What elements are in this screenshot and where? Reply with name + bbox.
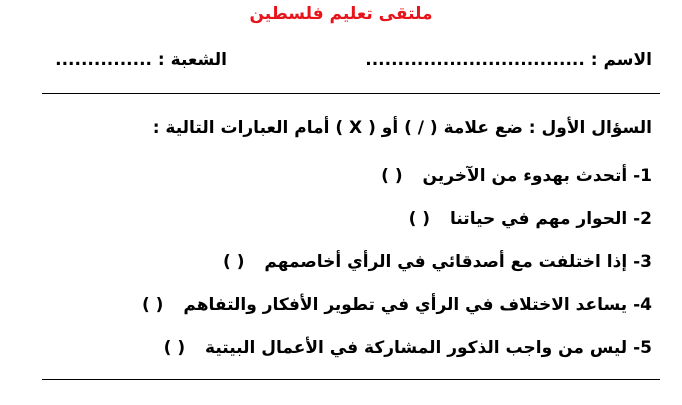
statement-item xyxy=(142,338,652,381)
statement-item xyxy=(142,252,652,295)
question-heading: السؤال الأول : ضع علامة ( / ) أو ( X ) أمام العبارات التالية : xyxy=(152,118,652,138)
statement-text: الحوار مهم في حياتنا xyxy=(449,209,628,229)
statement-list xyxy=(142,166,652,381)
statement-item xyxy=(142,295,652,338)
header-divider xyxy=(42,93,660,94)
statement-number: 5- xyxy=(633,338,652,358)
page-title: ملتقى تعليم فلسطين xyxy=(249,4,433,24)
footer-divider xyxy=(42,379,660,380)
statement-item xyxy=(142,166,652,209)
statement-number: 2- xyxy=(633,209,652,229)
statement-number: 4- xyxy=(633,295,652,315)
statement-number: 3- xyxy=(633,252,652,272)
statement-number: 1- xyxy=(633,166,652,186)
statement-text: أتحدث بهدوء من الآخرين xyxy=(422,166,628,186)
statement-text: يساعد الاختلاف في الرأي في تطوير الأفكار والتفاهم xyxy=(183,295,628,315)
answer-blank: ( ) xyxy=(163,338,186,358)
answer-blank: ( ) xyxy=(381,166,403,186)
answer-blank: ( ) xyxy=(223,252,245,272)
statement-text: ليس من واجب الذكور المشاركة في الأعمال البيتية xyxy=(205,338,628,358)
student-name-field: الاسم : .................................. xyxy=(365,50,652,70)
statement-item xyxy=(142,209,652,252)
answer-blank: ( ) xyxy=(408,209,431,229)
statement-text: إذا اختلفت مع أصدقائي في الرأي أخاصمهم xyxy=(264,252,628,272)
class-section-field: الشعبة : ............... xyxy=(55,50,227,70)
answer-blank: ( ) xyxy=(141,295,164,315)
